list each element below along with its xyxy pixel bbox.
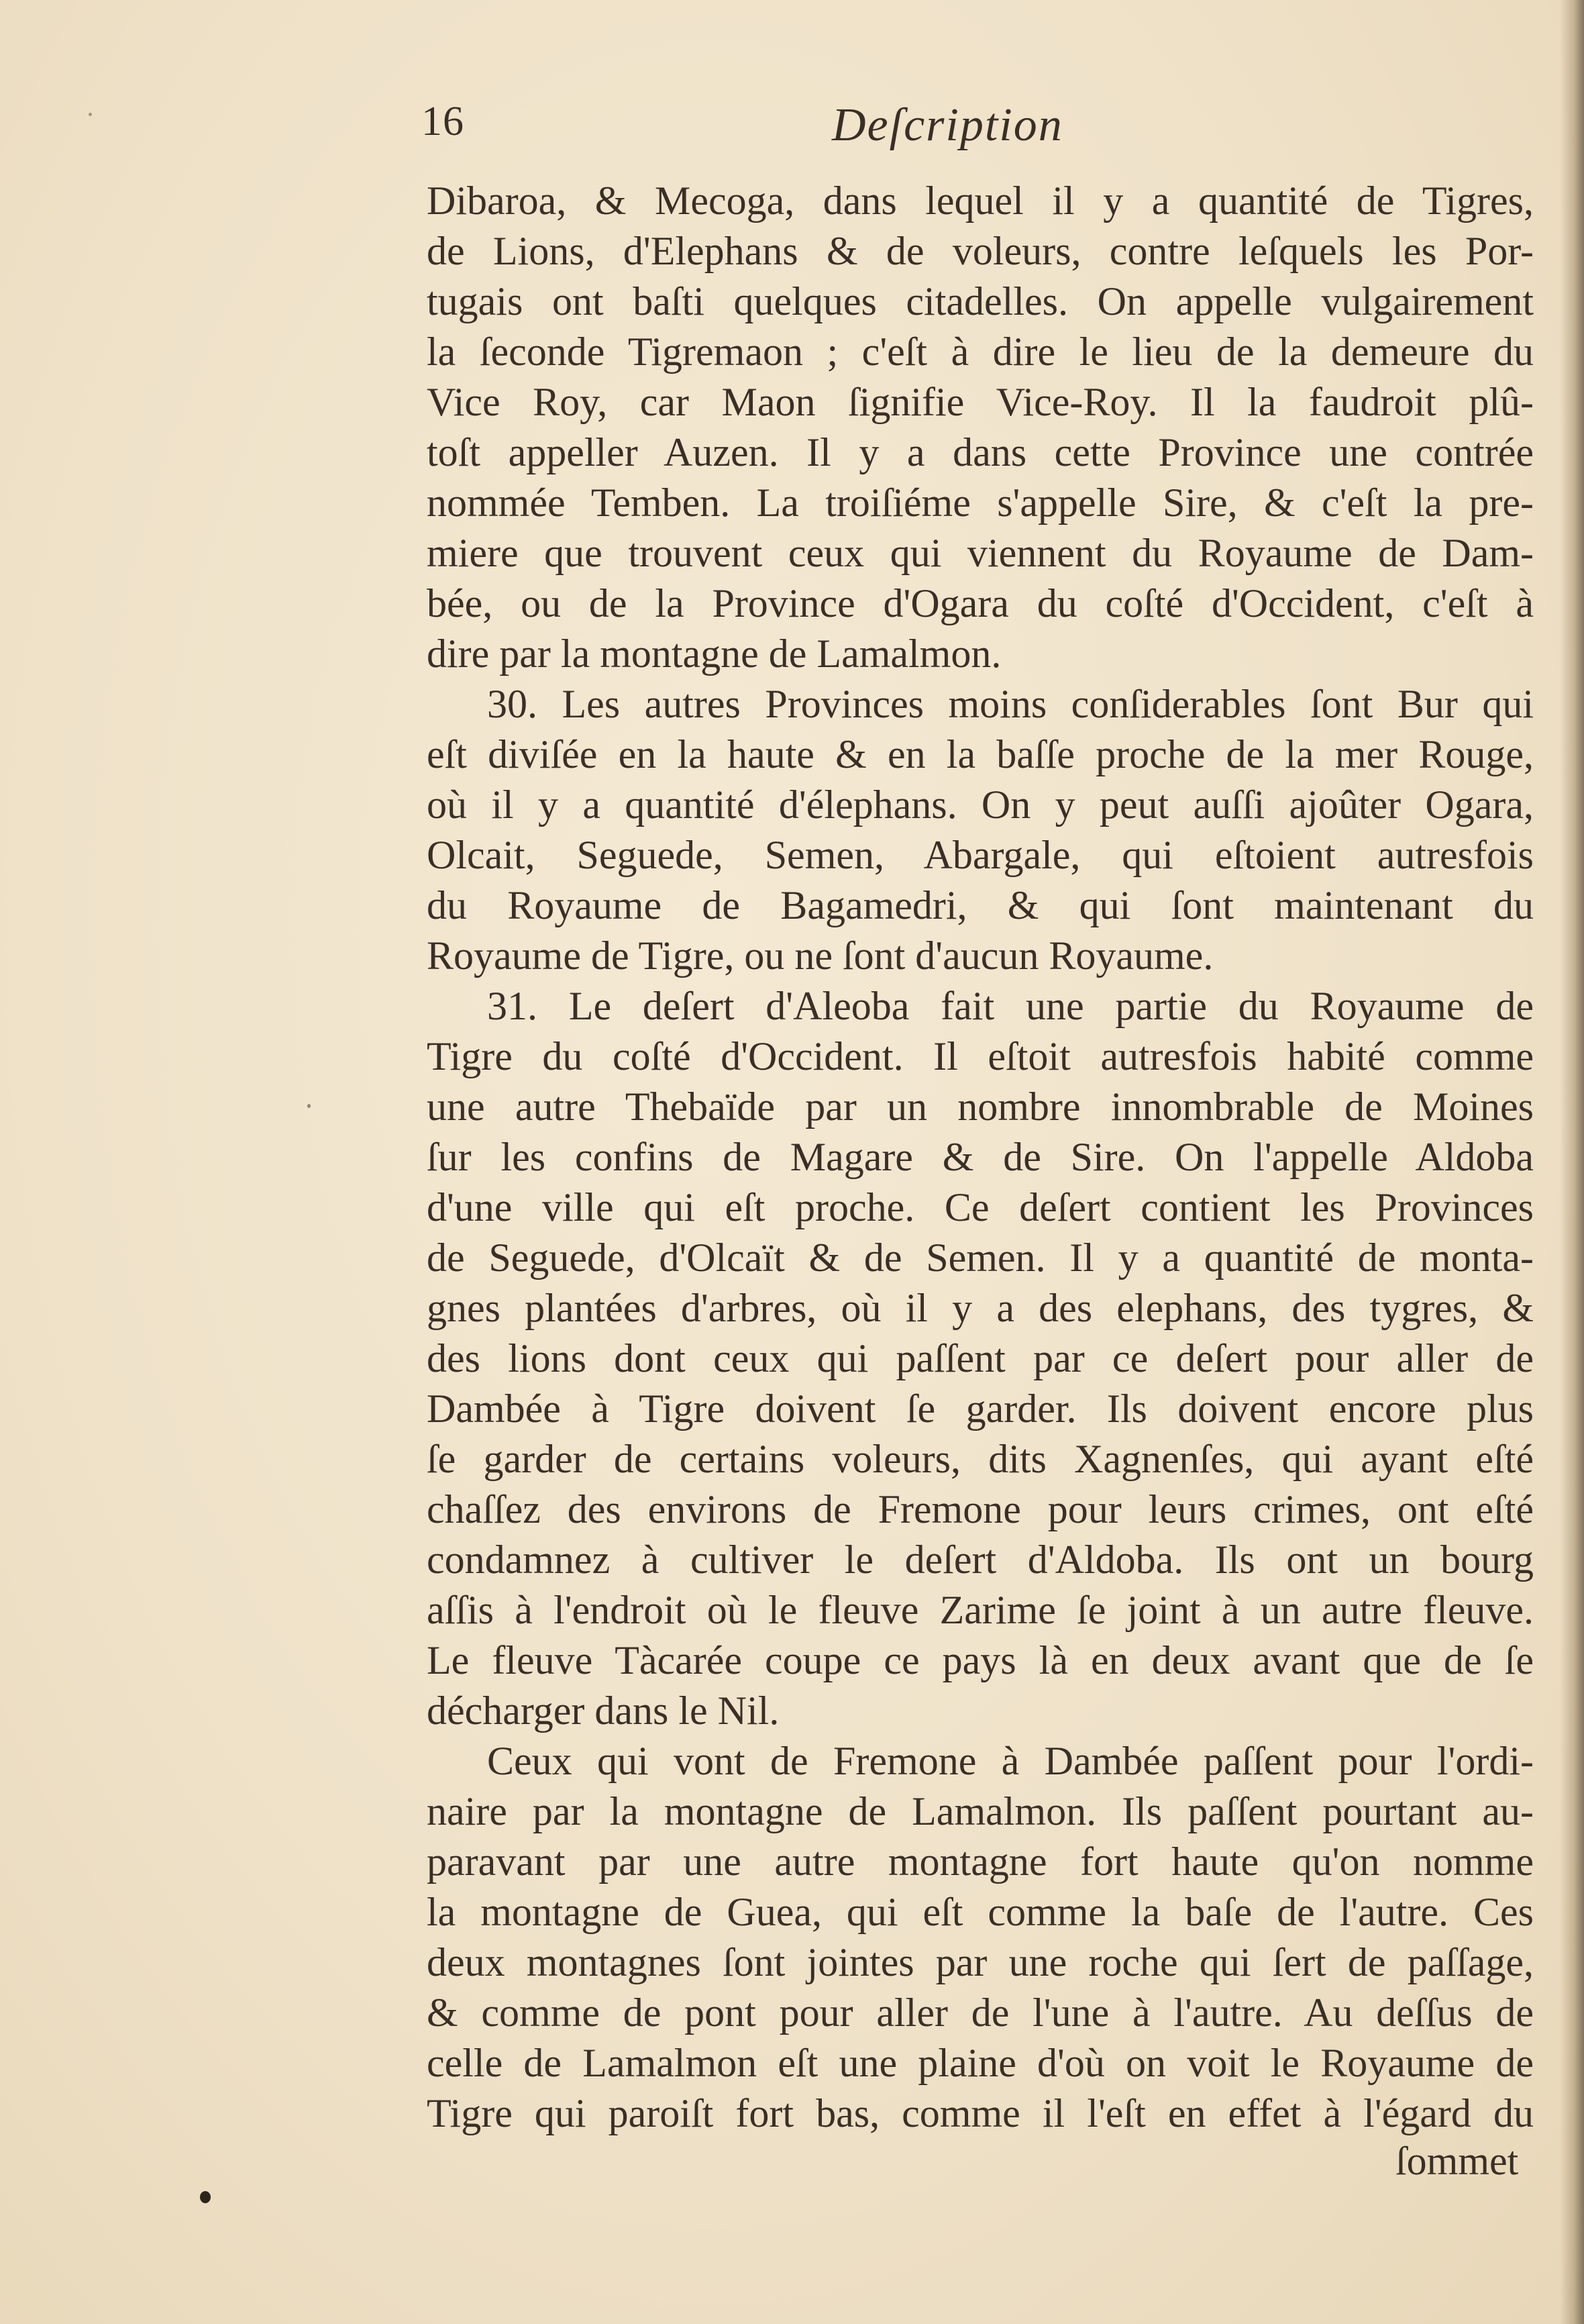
text-line: eſt diviſée en la haute & en la baſſe proche de la mer Rouge,: [427, 732, 1534, 776]
page-edge-shadow: [1560, 0, 1584, 2324]
text-line: Ceux qui vont de Fremone à Dambée paſſent pour l'ordi-: [487, 1739, 1534, 1783]
text-line: Le fleuve Tàcarée coupe ce pays là en deux avant que de ſe: [427, 1638, 1534, 1682]
text-line: chaſſez des environs de Fremone pour leurs crimes, ont eſté: [427, 1487, 1534, 1531]
ink-speck: [89, 113, 92, 116]
text-line: Olcait, Seguede, Semen, Abargale, qui eſtoient autresfois: [427, 833, 1534, 877]
text-line: ſe garder de certains voleurs, dits Xagnenſes, qui ayant eſté: [427, 1437, 1534, 1481]
text-line: miere que trouvent ceux qui viennent du Royaume de Dam-: [427, 531, 1534, 575]
text-line: d'une ville qui eſt proche. Ce deſert contient les Provinces: [427, 1185, 1534, 1229]
text-line: des lions dont ceux qui paſſent par ce deſert pour aller de: [427, 1336, 1534, 1380]
text-line: & comme de pont pour aller de l'une à l'autre. Au deſſus de: [427, 1990, 1534, 2035]
text-line: Tigre du coſté d'Occident. Il eſtoit autresfois habité comme: [427, 1034, 1534, 1078]
text-line: la montagne de Guea, qui eſt comme la baſe de l'autre. Ces: [427, 1890, 1534, 1934]
ink-speck: [200, 2191, 211, 2203]
text-line: où il y a quantité d'élephans. On y peut auſſi ajoûter Ogara,: [427, 782, 1534, 827]
running-title: Deſcription: [832, 99, 1063, 151]
text-line: gnes plantées d'arbres, où il y a des elephans, des tygres, &: [427, 1286, 1534, 1330]
text-line: 30. Les autres Provinces moins conſiderables ſont Bur qui: [487, 682, 1534, 726]
body-text: [427, 176, 1534, 2139]
text-line: aſſis à l'endroit où le fleuve Zarime ſe joint à un autre fleuve.: [427, 1588, 1534, 1632]
text-line: une autre Thebaïde par un nombre innombrable de Moines: [427, 1084, 1534, 1129]
text-line: paravant par une autre montagne fort haute qu'on nomme: [427, 1839, 1534, 1884]
ink-speck: [307, 1104, 311, 1108]
page-number: 16: [421, 99, 464, 144]
text-line: naire par la montagne de Lamalmon. Ils paſſent pourtant au-: [427, 1789, 1534, 1833]
text-line: toſt appeller Auzen. Il y a dans cette Province une contrée: [427, 430, 1534, 474]
text-line: dire par la montagne de Lamalmon.: [427, 631, 1002, 676]
text-line: deux montagnes ſont jointes par une roche qui ſert de paſſage,: [427, 1940, 1534, 1984]
text-line: 31. Le deſert d'Aleoba fait une partie du Royaume de: [487, 984, 1534, 1028]
text-line: bée, ou de la Province d'Ogara du coſté d'Occident, c'eſt à: [427, 581, 1534, 625]
text-line: Tigre qui paroiſt fort bas, comme il l'eſt en effet à l'égard du: [427, 2091, 1534, 2135]
text-line: ſur les confins de Magare & de Sire. On l'appelle Aldoba: [427, 1135, 1534, 1179]
text-line: celle de Lamalmon eſt une plaine d'où on voit le Royaume de: [427, 2041, 1534, 2085]
text-line: Dibaroa, & Mecoga, dans lequel il y a quantité de Tigres,: [427, 179, 1534, 223]
text-line: nommée Temben. La troiſiéme s'appelle Sire, & c'eſt la pre-: [427, 481, 1534, 525]
text-line: Dambée à Tigre doivent ſe garder. Ils doivent encore plus: [427, 1386, 1534, 1431]
catchword: ſommet: [1395, 2139, 1519, 2183]
text-line: de Lions, d'Elephans & de voleurs, contre leſquels les Por-: [427, 229, 1534, 273]
text-line: décharger dans le Nil.: [427, 1688, 780, 1733]
text-line: Royaume de Tigre, ou ne ſont d'aucun Royaume.: [427, 933, 1214, 978]
text-line: condamnez à cultiver le deſert d'Aldoba. Ils ont un bourg: [427, 1537, 1534, 1582]
text-line: du Royaume de Bagamedri, & qui ſont maintenant du: [427, 883, 1534, 927]
text-line: de Seguede, d'Olcaït & de Semen. Il y a quantité de monta-: [427, 1235, 1534, 1280]
text-line: Vice Roy, car Maon ſignifie Vice-Roy. Il la faudroit plû-: [427, 380, 1534, 424]
text-line: tugais ont baſti quelques citadelles. On appelle vulgairement: [427, 279, 1534, 323]
text-line: la ſeconde Tigremaon ; c'eſt à dire le lieu de la demeure du: [427, 330, 1534, 374]
